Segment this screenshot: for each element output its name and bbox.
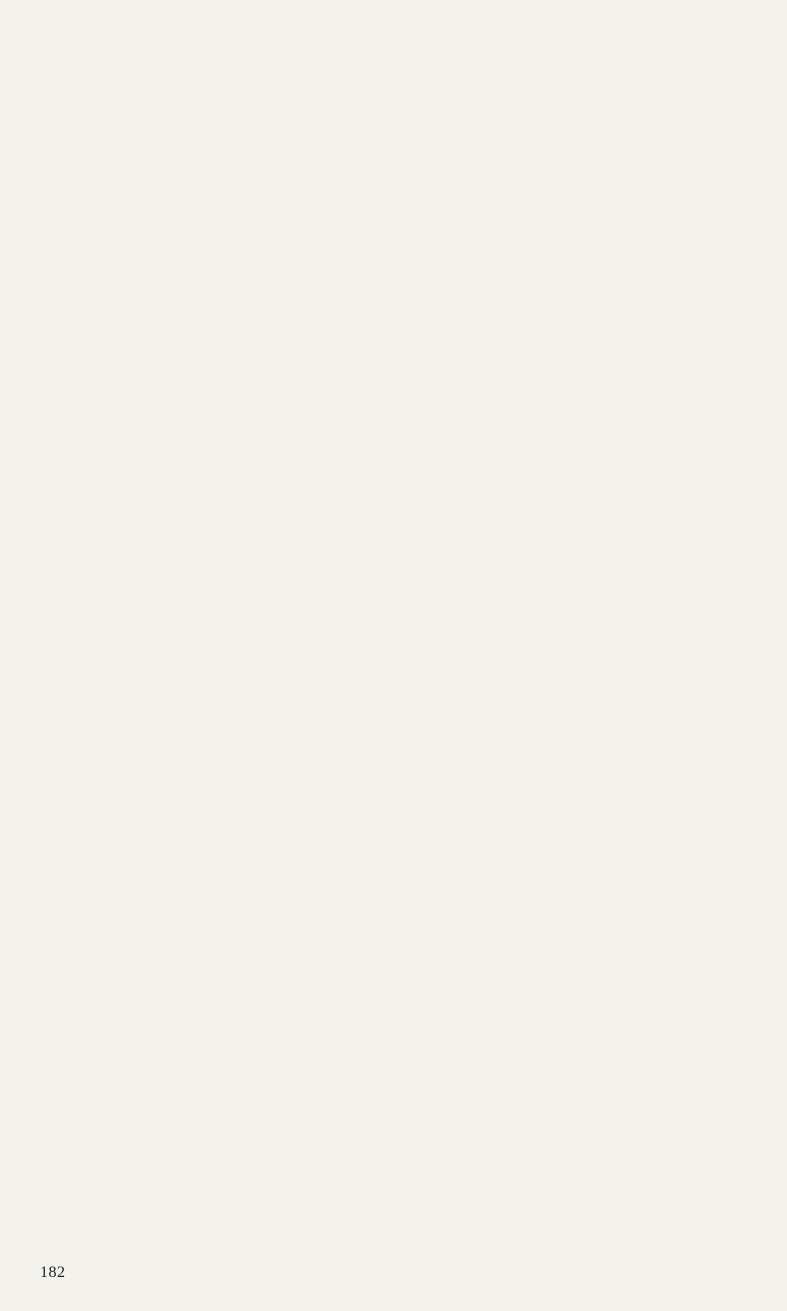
page-number: 182 xyxy=(40,1264,66,1281)
